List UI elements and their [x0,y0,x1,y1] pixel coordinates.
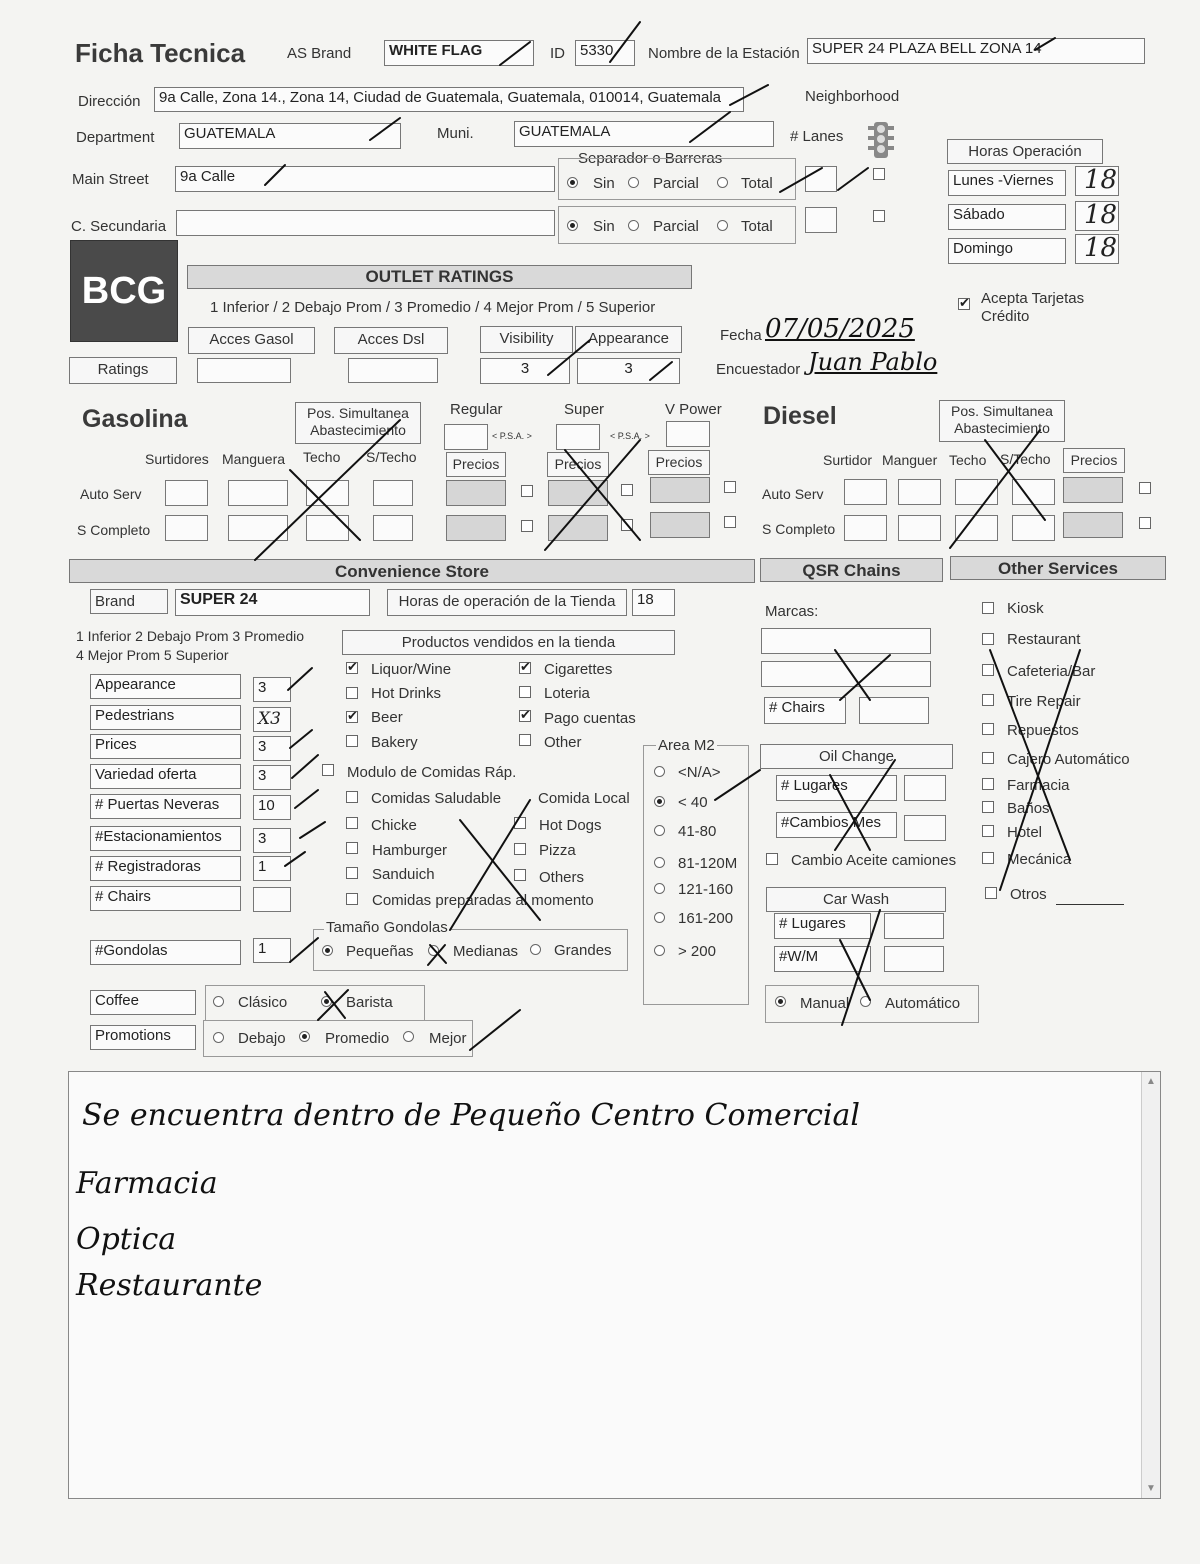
wash-lugares-label: # Lugares [774,913,871,939]
separator-sec-total: Total [741,218,773,235]
separator-sec-parcial: Parcial [653,218,699,235]
muni-label: Muni. [437,125,474,142]
ratings-row-label: Ratings [69,357,177,384]
main-street-label: Main Street [72,171,149,188]
gas-autoserv-precio-vpower[interactable] [650,477,710,503]
oil-trucks-checkbox[interactable] [766,853,778,865]
coffee-label: Coffee [90,990,196,1015]
gondola-pequenas-radio[interactable] [322,945,333,956]
diesel-autoserv-stecho[interactable] [1012,479,1055,505]
gas-autoserv-regular-checkbox[interactable] [521,485,533,497]
product-loteria: Loteria [544,685,590,702]
food-chicke: Chicke [371,817,417,834]
gas-autoserv-stecho[interactable] [373,480,413,506]
local-hotdogs: Hot Dogs [539,817,602,834]
product-bakery-checkbox[interactable] [346,735,358,747]
area-na: <N/A> [678,764,721,781]
scroll-up-icon[interactable]: ▲ [1146,1076,1156,1087]
service-otros: Otros [1010,886,1047,903]
oil-cambios-field[interactable] [904,815,946,841]
coffee-barista: Barista [346,994,393,1011]
fast-food-checkbox[interactable] [322,764,334,776]
metric-gondolas-label: #Gondolas [90,940,241,965]
separator-main-sin: Sin [593,175,615,192]
wash-automatico: Automático [885,995,961,1012]
gas-autoserv-manguera[interactable] [228,480,288,506]
promo-debajo: Debajo [238,1030,286,1047]
store-hours-field[interactable]: 18 [632,589,675,616]
metric-prices-label: Prices [90,734,241,759]
fast-food-label: Modulo de Comidas Ráp. [347,764,517,781]
diesel-col-surtidor: Surtidor [823,452,873,468]
area-121-160-radio[interactable] [654,883,665,894]
diesel-scompleto-techo[interactable] [955,515,998,541]
product-liquor: Liquor/Wine [371,661,452,678]
fecha-value[interactable]: 07/05/2025 [765,314,915,344]
service-cajero: Cajero Automático [1007,751,1130,768]
separator-main-parcial-radio[interactable] [628,177,639,188]
scroll-down-icon[interactable]: ▼ [1146,1483,1156,1494]
service-hotel: Hotel [1007,824,1043,841]
service-banos-checkbox[interactable] [982,801,994,813]
product-beer-checkbox[interactable] [346,711,358,723]
hours-sunday-label: Domingo [948,238,1066,264]
gondola-label: Tamaño Gondolas [326,919,448,936]
area-lt40: < 40 [678,794,708,811]
gas-scompleto-super-checkbox[interactable] [621,519,633,531]
wash-manual: Manual [800,995,850,1012]
gondola-grandes-radio[interactable] [530,944,541,955]
product-hotdrinks: Hot Drinks [371,685,442,702]
bcg-logo: BCG [70,240,178,342]
diesel-row-autoserv: Auto Serv [762,486,824,502]
lanes-sec-field[interactable] [805,207,837,233]
service-tire: Tire Repair [1007,693,1081,710]
marcas-field-2[interactable] [761,661,931,687]
note-line-4: Restaurante [76,1268,263,1303]
neighborhood-label: Neighborhood [805,88,900,105]
psa-regular-field[interactable] [444,424,488,450]
area-gt200-radio[interactable] [654,945,665,956]
promo-promedio: Promedio [325,1030,390,1047]
store-brand-field[interactable]: SUPER 24 [175,589,370,616]
gas-col-stecho: S/Techo [366,449,417,465]
gas-autoserv-vpower-checkbox[interactable] [724,481,736,493]
rating-appearance-field[interactable]: 3 [577,358,680,384]
main-street-field[interactable]: 9a Calle [175,166,555,192]
gas-col-surtidores: Surtidores [145,451,209,467]
qsr-chairs-field[interactable] [859,697,929,724]
psa-super-field[interactable] [556,424,600,450]
rating-col-acces-gasol: Acces Gasol [188,327,315,354]
metric-appearance-label: Appearance [90,674,241,699]
diesel-autoserv-surtidor[interactable] [844,479,887,505]
metric-variedad-label: Variedad oferta [90,764,241,789]
check-metric-3 [290,730,312,748]
qsr-chains-header: QSR Chains [760,558,943,582]
product-other-checkbox[interactable] [519,734,531,746]
local-pizza: Pizza [539,842,576,859]
psa-label-1: < P.S.A. > [492,431,532,441]
traffic-light-icon [866,120,896,162]
area-161-200-radio[interactable] [654,912,665,923]
department-label: Department [76,129,155,146]
local-pizza-checkbox[interactable] [514,843,526,855]
food-sanduich-checkbox[interactable] [346,867,358,879]
comida-local-label: Comida Local [538,790,630,807]
oil-lugares-label: # Lugares [776,775,897,801]
lanes-main-field[interactable] [805,166,837,192]
promo-promedio-radio[interactable] [299,1031,310,1042]
car-wash-title: Car Wash [766,887,946,912]
convenience-store-header: Convenience Store [69,559,755,583]
metric-estacionamientos-value[interactable]: 3 [253,828,291,853]
gas-scompleto-regular-checkbox[interactable] [521,520,533,532]
rating-acces-gasol-field[interactable] [197,358,291,383]
brand-field[interactable]: WHITE FLAG [384,40,534,66]
product-loteria-checkbox[interactable] [519,686,531,698]
diesel-scompleto-stecho[interactable] [1012,515,1055,541]
food-preparadas: Comidas preparadas al momento [372,892,594,909]
gas-scompleto-techo[interactable] [306,515,349,541]
hours-title: Horas Operación [947,139,1103,164]
separator-sec-sin: Sin [593,218,615,235]
diesel-scompleto-precio[interactable] [1063,512,1123,538]
gas-col-techo: Techo [303,449,341,465]
service-cafeteria-checkbox[interactable] [982,664,994,676]
local-others: Others [539,869,585,886]
metric-pedestrians-value[interactable]: X3 [253,707,291,732]
grade-regular: Regular [450,401,503,418]
separator-main-total-radio[interactable] [717,177,728,188]
gas-scompleto-stecho[interactable] [373,515,413,541]
diesel-autoserv-precio[interactable] [1063,477,1123,503]
product-pagocuentas: Pago cuentas [544,710,636,727]
metric-neveras-label: # Puertas Neveras [90,794,241,819]
promo-mejor: Mejor [429,1030,467,1047]
store-scale-line1: 1 Inferior 2 Debajo Prom 3 Promedio [76,628,304,644]
encuestador-label: Encuestador [716,361,801,378]
diesel-title: Diesel [763,402,837,430]
gas-precios-super: Precios [547,452,609,477]
wash-wm-label: #W/M [774,946,871,972]
product-pagocuentas-checkbox[interactable] [519,710,531,722]
marcas-field-1[interactable] [761,628,931,654]
food-saludable-checkbox[interactable] [346,791,358,803]
separator-main-total: Total [741,175,773,192]
address-label: Dirección [78,93,141,110]
hours-sunday-value[interactable]: 18 [1075,234,1119,264]
wash-automatico-radio[interactable] [860,996,871,1007]
rating-visibility-field[interactable]: 3 [480,358,570,384]
gas-row-scompleto: S Completo [77,522,151,538]
food-sanduich: Sanduich [372,866,435,883]
encuestador-value[interactable]: Juan Pablo [808,348,938,376]
station-field[interactable]: SUPER 24 PLAZA BELL ZONA 14 [807,38,1145,64]
metric-pedestrians-label: Pedestrians [90,705,241,730]
hours-saturday-label: Sábado [948,204,1066,230]
rating-col-appearance: Appearance [575,326,682,353]
brand-label: AS Brand [287,45,352,62]
service-cajero-checkbox[interactable] [982,752,994,764]
metric-neveras-value[interactable]: 10 [253,795,291,820]
separator-main-sin-radio[interactable] [567,177,578,188]
gas-precios-regular: Precios [446,452,506,477]
muni-field[interactable]: GUATEMALA [514,121,774,147]
coffee-barista-radio[interactable] [321,996,332,1007]
hours-saturday-value[interactable]: 18 [1075,201,1119,231]
service-farmacia-checkbox[interactable] [982,778,994,790]
service-farmacia: Farmacia [1007,777,1070,794]
service-kiosk: Kiosk [1007,600,1044,617]
check-promotions [470,1010,520,1050]
diesel-scompleto-surtidor[interactable] [844,515,887,541]
accepts-cards-label: Acepta Tarjetas Crédito [981,290,1085,325]
oil-cambios-label: #Cambios Mes [776,812,897,838]
oil-trucks: Cambio Aceite camiones [791,852,957,869]
psa-label-2: < P.S.A. > [610,431,650,441]
separator-sec-total-radio[interactable] [717,220,728,231]
area-81-120-radio[interactable] [654,857,665,868]
gondola-pequenas: Pequeñas [346,943,414,960]
note-line-1: Se encuentra dentro de Pequeño Centro Comercial [82,1098,860,1133]
metric-registradoras-value[interactable]: 1 [253,856,291,881]
gas-scompleto-surtidores[interactable] [165,515,208,541]
rating-col-acces-dsl: Acces Dsl [334,327,448,354]
hours-weekday-value[interactable]: 18 [1075,166,1119,196]
outlet-ratings-title: OUTLET RATINGS [187,265,692,289]
note-line-2: Farmacia [76,1166,218,1201]
check-metric-4 [292,755,318,778]
diesel-col-precios: Precios [1063,448,1125,473]
service-mecanica-checkbox[interactable] [982,852,994,864]
gas-row-autoserv: Auto Serv [80,486,142,502]
service-repuestos: Repuestos [1007,722,1079,739]
marcas-label: Marcas: [765,603,819,620]
hours-weekday-label: Lunes -Viernes [948,170,1066,196]
secondary-street-field[interactable] [176,210,555,236]
notes-scrollbar[interactable] [1141,1072,1160,1498]
coffee-clasico-radio[interactable] [213,996,224,1007]
lanes-label: # Lanes [790,128,844,145]
diesel-pos-simultanea: Pos. Simultanea Abastecimiento [939,400,1065,442]
gondola-medianas-radio[interactable] [428,945,439,956]
grade-super: Super [564,401,605,418]
food-chicke-checkbox[interactable] [346,817,358,829]
address-field[interactable]: 9a Calle, Zona 14., Zona 14, Ciudad de Guatemala, Guatemala, 010014, Guatemala [154,87,744,112]
area-81-120: 81-120M [678,855,738,872]
qsr-chairs-label: # Chairs [764,697,846,724]
station-label: Nombre de la Estación [648,45,800,62]
promotions-label: Promotions [90,1025,196,1050]
metric-gondolas-value[interactable]: 1 [253,938,291,963]
product-cigarettes-checkbox[interactable] [519,662,531,674]
gas-scompleto-vpower-checkbox[interactable] [724,516,736,528]
product-beer: Beer [371,709,403,726]
store-scale-line2: 4 Mejor Prom 5 Superior [76,647,229,663]
food-saludable: Comidas Saludable [371,790,502,807]
diesel-scompleto-manguer[interactable] [898,515,941,541]
service-restaurant-checkbox[interactable] [982,633,994,645]
gondola-medianas: Medianas [453,943,519,960]
other-services-header: Other Services [950,556,1166,580]
service-hotel-checkbox[interactable] [982,825,994,837]
diesel-autoserv-checkbox[interactable] [1139,482,1151,494]
gas-autoserv-precio-super[interactable] [548,480,608,506]
service-otros-line [1056,904,1124,905]
metric-appearance-value[interactable]: 3 [253,677,291,702]
gasolina-pos-simultanea: Pos. Simultanea Abastecimiento [295,402,421,444]
food-hamburger: Hamburger [372,842,448,859]
gas-autoserv-surtidores[interactable] [165,480,208,506]
metric-chairs-label: # Chairs [90,886,241,911]
area-group [643,745,749,1005]
area-na-radio[interactable] [654,766,665,777]
product-cigarettes: Cigarettes [544,661,613,678]
accepts-cards-checkbox[interactable] [958,298,970,310]
gas-scompleto-precio-regular[interactable] [446,515,506,541]
separator-main-parcial: Parcial [653,175,699,192]
wash-lugares-field[interactable] [884,913,944,939]
rating-acces-dsl-field[interactable] [348,358,438,383]
metric-registradoras-label: # Registradoras [90,856,241,881]
area-161-200: 161-200 [678,910,734,927]
store-hours-label: Horas de operación de la Tienda [387,589,627,616]
area-121-160: 121-160 [678,881,734,898]
diesel-col-techo: Techo [949,452,987,468]
service-kiosk-checkbox[interactable] [982,602,994,614]
service-mecanica: Mecánica [1007,851,1072,868]
diesel-autoserv-techo[interactable] [955,479,998,505]
fecha-label: Fecha [720,327,762,344]
store-brand-label: Brand [90,589,168,614]
service-repuestos-checkbox[interactable] [982,723,994,735]
local-others-checkbox[interactable] [514,869,526,881]
gas-scompleto-manguera[interactable] [228,515,288,541]
secondary-street-label: C. Secundaria [71,218,167,235]
wash-manual-radio[interactable] [775,996,786,1007]
psa-vpower-field[interactable] [666,421,710,447]
id-field[interactable]: 5330 [575,40,635,66]
area-lt40-radio[interactable] [654,796,665,807]
wash-wm-field[interactable] [884,946,944,972]
grade-vpower: V Power [665,401,722,418]
promo-debajo-radio[interactable] [213,1032,224,1043]
metric-estacionamientos-label: #Estacionamientos [90,826,241,851]
metric-prices-value[interactable]: 3 [253,736,291,761]
gas-scompleto-precio-super[interactable] [548,515,608,541]
gas-autoserv-precio-regular[interactable] [446,480,506,506]
metric-variedad-value[interactable]: 3 [253,765,291,790]
department-field[interactable]: GUATEMALA [179,123,401,149]
product-bakery: Bakery [371,734,418,751]
oil-lugares-field[interactable] [904,775,946,801]
outlet-ratings-scale: 1 Inferior / 2 Debajo Prom / 3 Promedio / 4 Mejor Prom / 5 Superior [210,299,656,316]
separator-sec-sin-radio[interactable] [567,220,578,231]
lanes-sec-checkbox[interactable] [873,210,885,222]
rating-col-visibility: Visibility [480,326,573,353]
products-title: Productos vendidos en la tienda [342,630,675,655]
separator-sec-parcial-radio[interactable] [628,220,639,231]
area-41-80: 41-80 [678,823,717,840]
gas-precios-vpower: Precios [648,450,710,475]
product-other: Other [544,734,582,751]
gas-scompleto-precio-vpower[interactable] [650,512,710,538]
food-hamburger-checkbox[interactable] [346,842,358,854]
service-tire-checkbox[interactable] [982,694,994,706]
service-cafeteria: Cafeteria/Bar [1007,663,1096,680]
local-hotdogs-checkbox[interactable] [514,817,526,829]
area-gt200: > 200 [678,943,716,960]
diesel-scompleto-checkbox[interactable] [1139,517,1151,529]
page-title: Ficha Tecnica [75,38,246,68]
food-preparadas-checkbox[interactable] [346,893,358,905]
check-metric-1 [288,668,312,690]
check-metric-6 [300,822,325,838]
coffee-clasico: Clásico [238,994,288,1011]
check-metric-5 [295,790,318,808]
oil-change-title: Oil Change [760,744,953,769]
diesel-autoserv-manguer[interactable] [898,479,941,505]
area-41-80-radio[interactable] [654,825,665,836]
gas-col-manguera: Manguera [222,451,286,467]
gasolina-title: Gasolina [82,405,188,433]
area-label: Area M2 [658,737,715,754]
id-label: ID [550,45,565,62]
gondola-grandes: Grandes [554,942,612,959]
diesel-col-manguer: Manguer [882,452,938,468]
gas-autoserv-super-checkbox[interactable] [621,484,633,496]
service-banos: Baños [1007,800,1050,817]
product-liquor-checkbox[interactable] [346,662,358,674]
product-hotdrinks-checkbox[interactable] [346,687,358,699]
note-line-3: Optica [76,1222,177,1257]
check-lanes-2 [838,168,868,190]
gas-autoserv-techo[interactable] [306,480,349,506]
lanes-main-checkbox[interactable] [873,168,885,180]
separator-label: Separador o Barreras [578,150,723,167]
service-restaurant: Restaurant [1007,631,1081,648]
service-otros-checkbox[interactable] [985,887,997,899]
promo-mejor-radio[interactable] [403,1031,414,1042]
metric-chairs-value[interactable] [253,887,291,912]
diesel-row-scompleto: S Completo [762,521,836,537]
diesel-col-stecho: S/Techo [1000,451,1051,467]
